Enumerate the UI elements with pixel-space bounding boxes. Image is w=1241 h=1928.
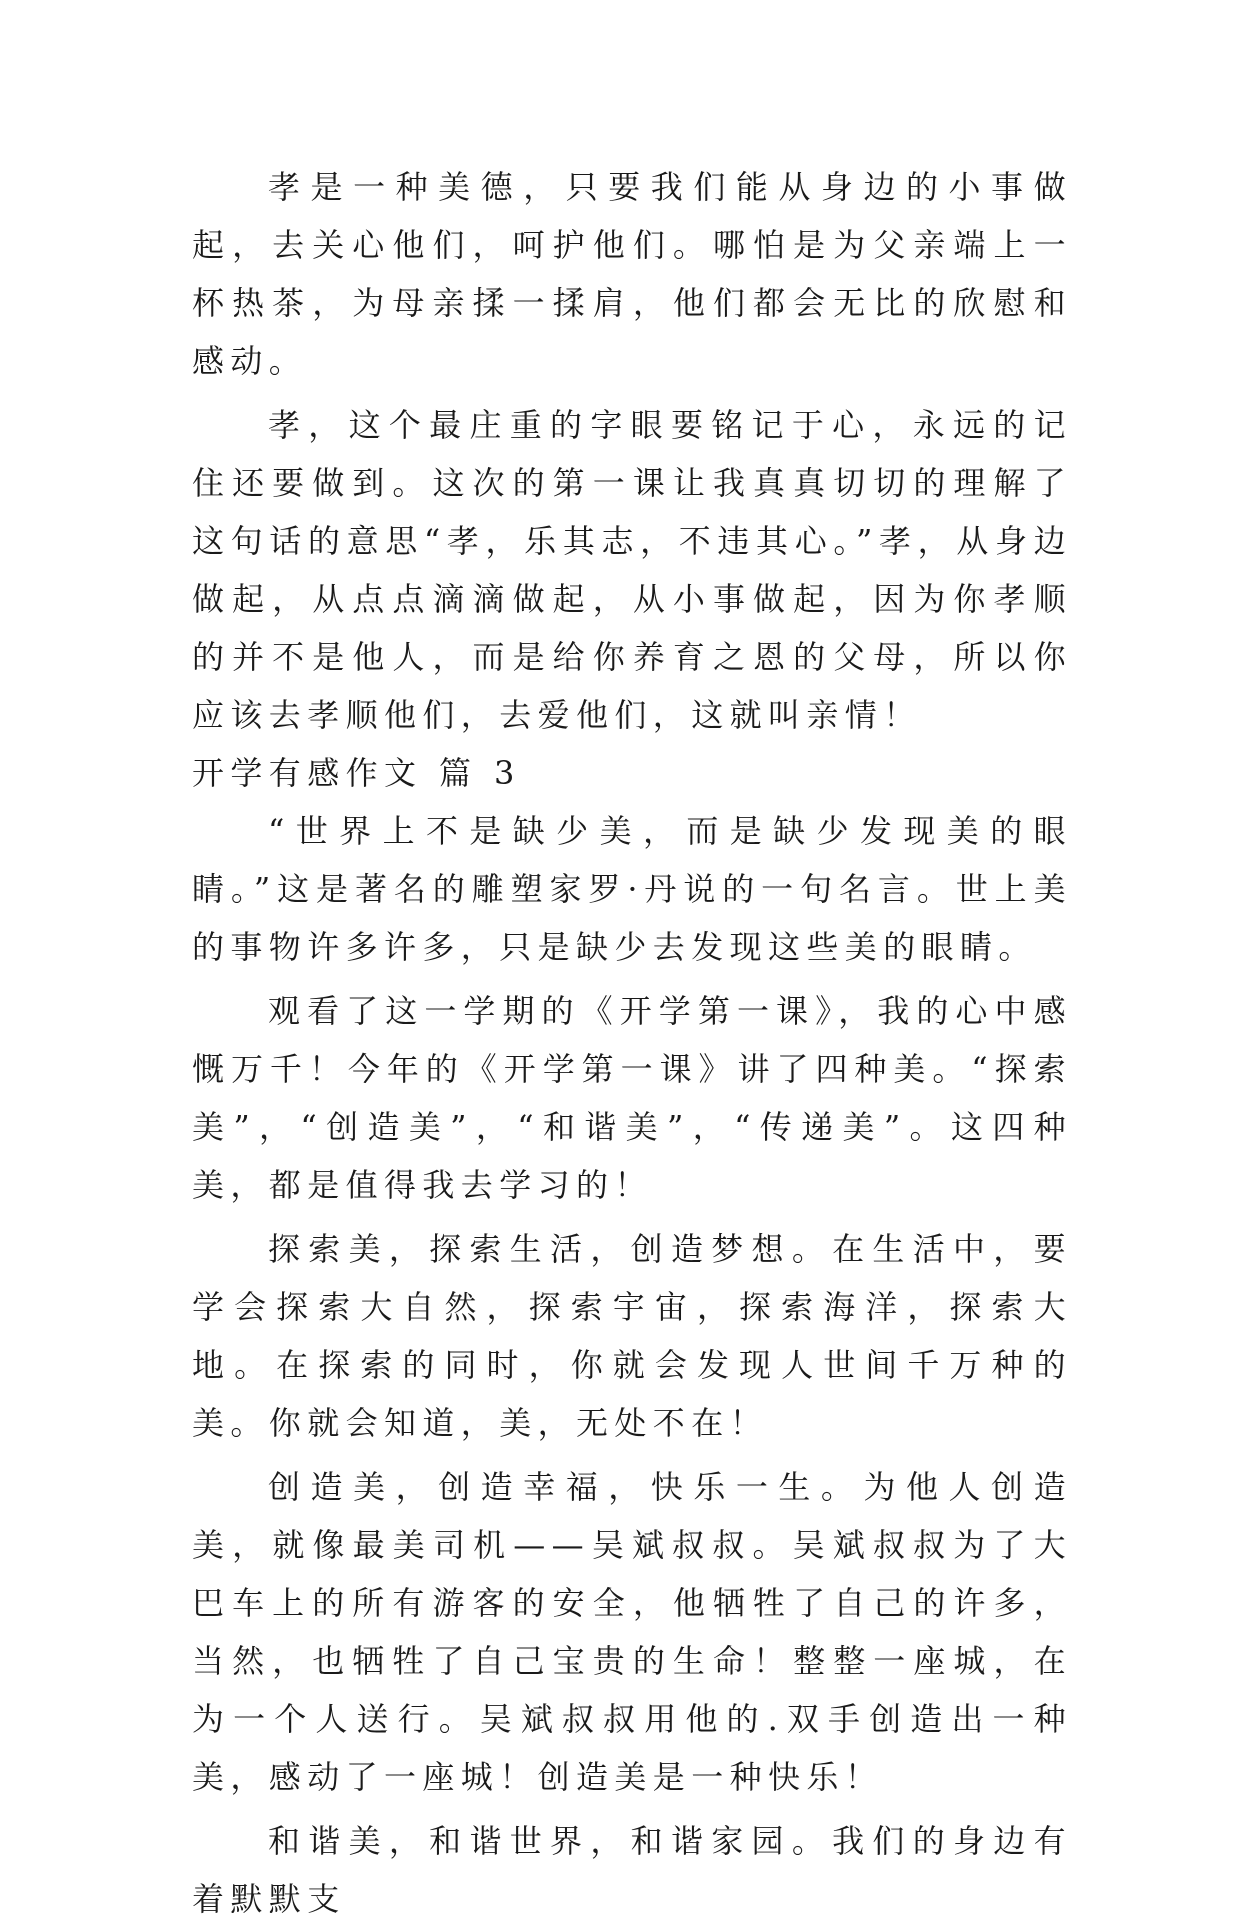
paragraph-create-beauty: 创造美，创造幸福，快乐一生。为他人创造美，就像最美司机——吴斌叔叔。吴斌叔叔为了大巴车上的所有游客的安全，他牺牲了自己的许多，当然，也牺牲了自己宝贵的生命！整整一座城，在为一个人送行。吴斌叔叔用他的.双手创造出一种美，感动了一座城！创造美是一种快乐！ [192,1468,1072,1796]
paragraph-harmony-beauty: 和谐美，和谐世界，和谐家园。我们的身边有着默默支 [192,1822,1072,1918]
paragraph-first-lesson: 观看了这一学期的《开学第一课》，我的心中感慨万千！今年的《开学第一课》讲了四种美。“探索美”，“创造美”，“和谐美”，“传递美”。这四种美，都是值得我去学习的！ [192,992,1072,1204]
paragraph-filial-virtue: 孝是一种美德，只要我们能从身边的小事做起，去关心他们，呵护他们。哪怕是为父亲端上一杯热茶，为母亲揉一揉肩，他们都会无比的欣慰和感动。 [192,168,1072,380]
document-body [192,158,1072,1928]
paragraph-filial-remember: 孝，这个最庄重的字眼要铭记于心，永远的记住还要做到。这次的第一课让我真真切切的理解了这句话的意思“孝，乐其志，不违其心。”孝，从身边做起，从点点滴滴做起，从小事做起，因为你孝顺的并不是他人，而是给你养育之恩的父母，所以你应该去孝顺他们，去爱他们，这就叫亲情！ [192,406,1072,734]
paragraph-explore-beauty: 探索美，探索生活，创造梦想。在生活中，要学会探索大自然，探索宇宙，探索海洋，探索大地。在探索的同时，你就会发现人世间千万种的美。你就会知道，美，无处不在！ [192,1230,1072,1442]
paragraph-beauty-quote: “世界上不是缺少美，而是缺少发现美的眼睛。”这是著名的雕塑家罗·丹说的一句名言。世上美的事物许多许多，只是缺少去发现这些美的眼睛。 [192,812,1072,966]
section-heading: 开学有感作文 篇 3 [192,754,521,792]
